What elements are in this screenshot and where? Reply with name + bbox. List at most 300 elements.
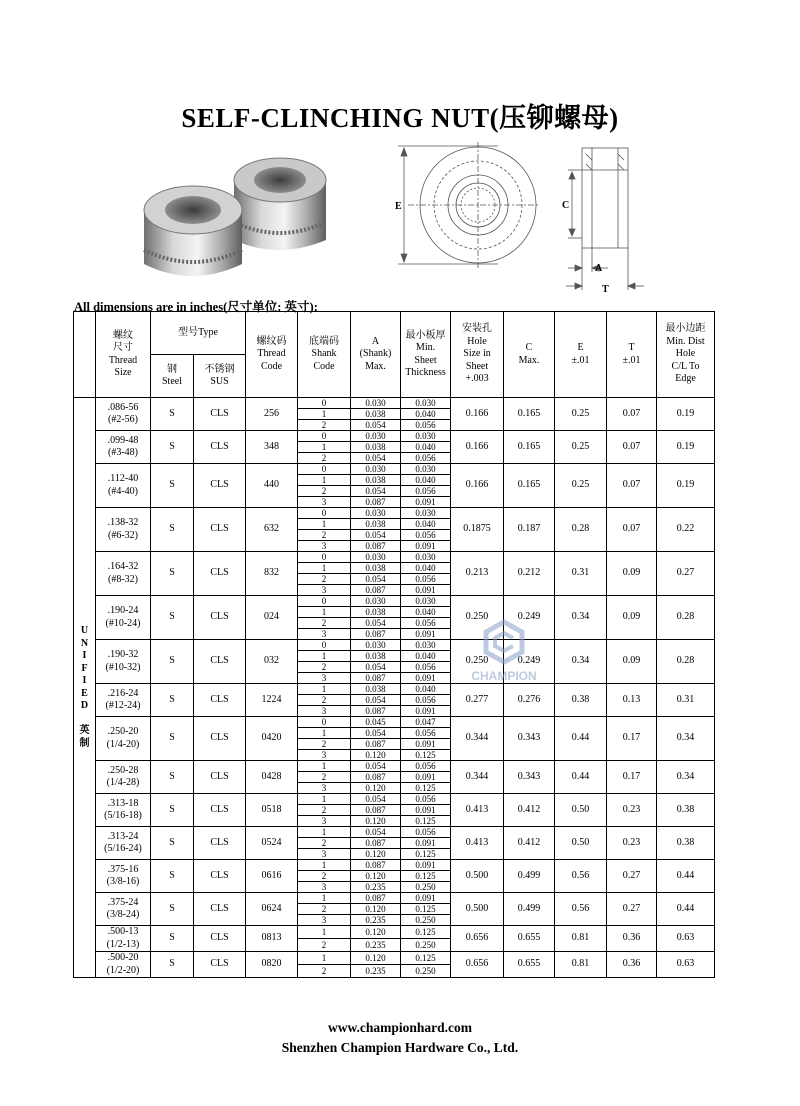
thread-size-cell: .500-20 (1/2-20)	[96, 952, 151, 978]
min-sheet-cell: 0.040	[401, 563, 451, 574]
steel-type-cell: S	[151, 640, 194, 684]
min-sheet-cell: 0.091	[401, 541, 451, 552]
a-shank-header: A (Shank) Max.	[351, 312, 401, 398]
front-view-drawing	[388, 140, 540, 270]
product-photo	[138, 140, 346, 290]
min-sheet-cell: 0.030	[401, 508, 451, 519]
thread-code-cell: 0624	[246, 893, 298, 926]
a-shank-cell: 0.087	[351, 739, 401, 750]
shank-code-cell: 2	[298, 871, 351, 882]
steel-type-cell: S	[151, 596, 194, 640]
min-sheet-cell: 0.056	[401, 486, 451, 497]
min-dist-cell: 0.38	[657, 827, 715, 860]
a-shank-cell: 0.120	[351, 816, 401, 827]
c-max-header: C Max.	[504, 312, 555, 398]
shank-code-cell: 3	[298, 783, 351, 794]
thread-code-cell: 0616	[246, 860, 298, 893]
sus-header: 不锈钢 SUS	[194, 355, 246, 398]
thread-size-header: 螺纹 尺寸 Thread Size	[96, 312, 151, 398]
shank-code-cell: 0	[298, 508, 351, 519]
sus-type-cell: CLS	[194, 860, 246, 893]
a-shank-cell: 0.038	[351, 475, 401, 486]
min-sheet-cell: 0.091	[401, 772, 451, 783]
e-cell: 0.25	[555, 464, 607, 508]
min-dist-cell: 0.19	[657, 431, 715, 464]
hole-size-cell: 0.500	[451, 893, 504, 926]
type-header: 型号Type	[151, 312, 246, 355]
min-sheet-cell: 0.125	[401, 904, 451, 915]
c-max-cell: 0.343	[504, 717, 555, 761]
a-shank-cell: 0.038	[351, 519, 401, 530]
min-sheet-cell: 0.030	[401, 464, 451, 475]
thread-code-cell: 256	[246, 398, 298, 431]
table-row	[74, 431, 715, 442]
sus-type-cell: CLS	[194, 398, 246, 431]
a-shank-cell: 0.087	[351, 893, 401, 904]
e-cell: 0.81	[555, 926, 607, 952]
thread-code-cell: 0420	[246, 717, 298, 761]
min-dist-cell: 0.31	[657, 684, 715, 717]
shank-code-cell: 1	[298, 651, 351, 662]
thread-code-cell: 032	[246, 640, 298, 684]
thread-size-cell: .313-18 (5/16-18)	[96, 794, 151, 827]
a-shank-cell: 0.120	[351, 849, 401, 860]
a-shank-cell: 0.087	[351, 673, 401, 684]
min-sheet-cell: 0.091	[401, 860, 451, 871]
hole-size-cell: 0.166	[451, 398, 504, 431]
c-max-cell: 0.249	[504, 596, 555, 640]
t-cell: 0.23	[607, 827, 657, 860]
thread-size-cell: .313-24 (5/16-24)	[96, 827, 151, 860]
table-row	[74, 952, 715, 965]
a-shank-cell: 0.054	[351, 761, 401, 772]
shank-code-cell: 1	[298, 563, 351, 574]
min-dist-cell: 0.34	[657, 761, 715, 794]
e-cell: 0.50	[555, 794, 607, 827]
steel-type-cell: S	[151, 508, 194, 552]
footer-website: www.championhard.com	[327, 1020, 472, 1035]
shank-code-cell: 3	[298, 849, 351, 860]
shank-code-cell: 3	[298, 915, 351, 926]
a-shank-cell: 0.087	[351, 838, 401, 849]
a-shank-cell: 0.054	[351, 662, 401, 673]
table-row	[74, 827, 715, 838]
unified-side-label: U N I F I E D 英 制	[74, 398, 96, 978]
t-cell: 0.09	[607, 596, 657, 640]
spec-table-body	[74, 398, 715, 978]
thread-code-cell: 0428	[246, 761, 298, 794]
min-dist-cell: 0.44	[657, 893, 715, 926]
sus-type-cell: CLS	[194, 827, 246, 860]
table-row	[74, 794, 715, 805]
a-shank-cell: 0.030	[351, 431, 401, 442]
t-cell: 0.13	[607, 684, 657, 717]
a-shank-cell: 0.054	[351, 695, 401, 706]
a-shank-cell: 0.038	[351, 442, 401, 453]
c-max-cell: 0.165	[504, 431, 555, 464]
sus-type-cell: CLS	[194, 640, 246, 684]
min-sheet-cell: 0.125	[401, 816, 451, 827]
steel-type-cell: S	[151, 684, 194, 717]
a-shank-cell: 0.054	[351, 574, 401, 585]
min-sheet-cell: 0.030	[401, 596, 451, 607]
shank-code-cell: 2	[298, 486, 351, 497]
champion-watermark-logo	[452, 618, 556, 684]
table-row	[74, 596, 715, 607]
e-cell: 0.56	[555, 893, 607, 926]
min-dist-cell: 0.63	[657, 952, 715, 978]
shank-code-cell: 3	[298, 816, 351, 827]
t-cell: 0.09	[607, 640, 657, 684]
table-row	[74, 552, 715, 563]
watermark-text: CHAMPION	[471, 669, 537, 683]
a-shank-cell: 0.038	[351, 409, 401, 420]
shank-code-cell: 0	[298, 398, 351, 409]
a-shank-cell: 0.030	[351, 464, 401, 475]
thread-size-cell: .250-28 (1/4-28)	[96, 761, 151, 794]
min-sheet-cell: 0.250	[401, 915, 451, 926]
a-shank-cell: 0.120	[351, 871, 401, 882]
min-dist-cell: 0.28	[657, 640, 715, 684]
shank-code-cell: 1	[298, 952, 351, 965]
sus-type-cell: CLS	[194, 431, 246, 464]
min-sheet-cell: 0.091	[401, 739, 451, 750]
sus-type-cell: CLS	[194, 893, 246, 926]
thread-size-cell: .250-20 (1/4-20)	[96, 717, 151, 761]
hole-size-cell: 0.413	[451, 827, 504, 860]
nut-front	[144, 186, 242, 276]
shank-code-cell: 2	[298, 574, 351, 585]
a-shank-cell: 0.030	[351, 398, 401, 409]
min-sheet-cell: 0.040	[401, 442, 451, 453]
min-dist-header: 最小边距 Min. Dist Hole C/L To Edge	[657, 312, 715, 398]
dimension-label-c: C	[562, 200, 570, 211]
a-shank-cell: 0.087	[351, 772, 401, 783]
t-cell: 0.23	[607, 794, 657, 827]
shank-code-cell: 1	[298, 475, 351, 486]
sus-type-cell: CLS	[194, 596, 246, 640]
table-row	[74, 508, 715, 519]
a-shank-cell: 0.087	[351, 629, 401, 640]
shank-code-cell: 3	[298, 497, 351, 508]
hole-size-cell: 0.1875	[451, 508, 504, 552]
min-sheet-cell: 0.056	[401, 794, 451, 805]
min-sheet-cell: 0.125	[401, 926, 451, 939]
sus-type-cell: CLS	[194, 926, 246, 952]
steel-type-cell: S	[151, 926, 194, 952]
table-row	[74, 640, 715, 651]
e-cell: 0.25	[555, 431, 607, 464]
dimension-label-t: T	[602, 284, 609, 295]
min-sheet-cell: 0.056	[401, 761, 451, 772]
c-max-cell: 0.165	[504, 398, 555, 431]
min-sheet-cell: 0.056	[401, 453, 451, 464]
shank-code-cell: 1	[298, 926, 351, 939]
a-shank-cell: 0.087	[351, 585, 401, 596]
shank-code-cell: 2	[298, 420, 351, 431]
page-title: SELF-CLINCHING NUT(压铆螺母)	[181, 103, 619, 133]
a-shank-cell: 0.038	[351, 563, 401, 574]
sus-type-cell: CLS	[194, 464, 246, 508]
min-sheet-cell: 0.056	[401, 827, 451, 838]
a-shank-cell: 0.030	[351, 640, 401, 651]
t-cell: 0.07	[607, 464, 657, 508]
min-dist-cell: 0.28	[657, 596, 715, 640]
e-cell: 0.44	[555, 761, 607, 794]
a-shank-cell: 0.030	[351, 552, 401, 563]
min-sheet-cell: 0.030	[401, 640, 451, 651]
table-row	[74, 398, 715, 409]
shank-code-cell: 0	[298, 431, 351, 442]
steel-type-cell: S	[151, 717, 194, 761]
e-header: E ±.01	[555, 312, 607, 398]
c-max-cell: 0.412	[504, 827, 555, 860]
a-shank-cell: 0.120	[351, 904, 401, 915]
t-cell: 0.17	[607, 717, 657, 761]
thread-size-cell: .099-48 (#3-48)	[96, 431, 151, 464]
shank-code-cell: 1	[298, 860, 351, 871]
table-row	[74, 684, 715, 695]
c-max-cell: 0.165	[504, 464, 555, 508]
a-shank-cell: 0.087	[351, 860, 401, 871]
a-shank-cell: 0.054	[351, 794, 401, 805]
table-row	[74, 860, 715, 871]
min-sheet-cell: 0.040	[401, 651, 451, 662]
min-sheet-cell: 0.125	[401, 750, 451, 761]
a-shank-cell: 0.030	[351, 596, 401, 607]
shank-code-header: 底端码 Shank Code	[298, 312, 351, 398]
a-shank-cell: 0.054	[351, 728, 401, 739]
t-cell: 0.27	[607, 860, 657, 893]
dimension-label-a: A	[595, 263, 603, 274]
min-sheet-cell: 0.091	[401, 706, 451, 717]
units-note: All dimensions are in inches(尺寸单位: 英寸):	[74, 300, 318, 314]
a-shank-cell: 0.235	[351, 965, 401, 978]
min-sheet-cell: 0.056	[401, 728, 451, 739]
shank-code-cell: 0	[298, 717, 351, 728]
shank-code-cell: 0	[298, 464, 351, 475]
min-sheet-cell: 0.040	[401, 475, 451, 486]
steel-type-cell: S	[151, 552, 194, 596]
min-dist-cell: 0.27	[657, 552, 715, 596]
min-dist-cell: 0.19	[657, 398, 715, 431]
min-sheet-cell: 0.056	[401, 530, 451, 541]
a-shank-cell: 0.087	[351, 706, 401, 717]
hole-size-cell: 0.656	[451, 926, 504, 952]
shank-code-cell: 3	[298, 673, 351, 684]
c-max-cell: 0.412	[504, 794, 555, 827]
min-sheet-cell: 0.091	[401, 497, 451, 508]
thread-code-cell: 0813	[246, 926, 298, 952]
c-max-cell: 0.212	[504, 552, 555, 596]
t-cell: 0.09	[607, 552, 657, 596]
shank-code-cell: 0	[298, 640, 351, 651]
min-sheet-cell: 0.040	[401, 409, 451, 420]
thread-code-cell: 0518	[246, 794, 298, 827]
steel-type-cell: S	[151, 794, 194, 827]
c-max-cell: 0.249	[504, 640, 555, 684]
min-sheet-cell: 0.250	[401, 965, 451, 978]
min-sheet-cell: 0.125	[401, 849, 451, 860]
shank-code-cell: 1	[298, 794, 351, 805]
min-dist-cell: 0.63	[657, 926, 715, 952]
e-cell: 0.34	[555, 640, 607, 684]
thread-size-cell: .216-24 (#12-24)	[96, 684, 151, 717]
thread-code-cell: 440	[246, 464, 298, 508]
a-shank-cell: 0.038	[351, 651, 401, 662]
shank-code-cell: 2	[298, 965, 351, 978]
shank-code-cell: 2	[298, 695, 351, 706]
thread-code-cell: 1224	[246, 684, 298, 717]
sus-type-cell: CLS	[194, 684, 246, 717]
steel-type-cell: S	[151, 952, 194, 978]
a-shank-cell: 0.038	[351, 684, 401, 695]
thread-code-cell: 832	[246, 552, 298, 596]
t-cell: 0.17	[607, 761, 657, 794]
min-sheet-cell: 0.091	[401, 629, 451, 640]
shank-code-cell: 1	[298, 607, 351, 618]
a-shank-cell: 0.054	[351, 827, 401, 838]
a-shank-cell: 0.054	[351, 420, 401, 431]
shank-code-cell: 1	[298, 684, 351, 695]
t-cell: 0.36	[607, 926, 657, 952]
a-shank-cell: 0.045	[351, 717, 401, 728]
hole-size-cell: 0.413	[451, 794, 504, 827]
steel-type-cell: S	[151, 398, 194, 431]
sus-type-cell: CLS	[194, 717, 246, 761]
thread-code-cell: 024	[246, 596, 298, 640]
steel-type-cell: S	[151, 464, 194, 508]
thread-size-cell: .190-24 (#10-24)	[96, 596, 151, 640]
shank-code-cell: 2	[298, 939, 351, 952]
e-cell: 0.56	[555, 860, 607, 893]
min-dist-cell: 0.38	[657, 794, 715, 827]
a-shank-cell: 0.120	[351, 750, 401, 761]
t-cell: 0.07	[607, 431, 657, 464]
shank-code-cell: 0	[298, 596, 351, 607]
side-view-drawing	[552, 140, 652, 300]
e-cell: 0.44	[555, 717, 607, 761]
hole-size-cell: 0.250	[451, 640, 504, 684]
min-dist-cell: 0.34	[657, 717, 715, 761]
hole-size-cell: 0.166	[451, 431, 504, 464]
hole-size-cell: 0.213	[451, 552, 504, 596]
min-sheet-cell: 0.030	[401, 398, 451, 409]
shank-code-cell: 3	[298, 629, 351, 640]
min-sheet-cell: 0.091	[401, 838, 451, 849]
shank-code-cell: 0	[298, 552, 351, 563]
t-cell: 0.27	[607, 893, 657, 926]
a-shank-cell: 0.235	[351, 882, 401, 893]
t-cell: 0.07	[607, 398, 657, 431]
c-max-cell: 0.343	[504, 761, 555, 794]
t-cell: 0.07	[607, 508, 657, 552]
a-shank-cell: 0.087	[351, 497, 401, 508]
spec-table	[73, 311, 715, 978]
shank-code-cell: 2	[298, 618, 351, 629]
c-max-cell: 0.276	[504, 684, 555, 717]
min-sheet-cell: 0.091	[401, 893, 451, 904]
steel-type-cell: S	[151, 893, 194, 926]
c-max-cell: 0.187	[504, 508, 555, 552]
shank-code-cell: 2	[298, 838, 351, 849]
table-row	[74, 926, 715, 939]
shank-code-cell: 3	[298, 541, 351, 552]
e-cell: 0.81	[555, 952, 607, 978]
min-sheet-cell: 0.030	[401, 552, 451, 563]
thread-size-cell: .086-56 (#2-56)	[96, 398, 151, 431]
shank-code-cell: 2	[298, 739, 351, 750]
thread-size-cell: .375-24 (3/8-24)	[96, 893, 151, 926]
min-sheet-cell: 0.091	[401, 585, 451, 596]
a-shank-cell: 0.235	[351, 939, 401, 952]
dimension-label-e: E	[395, 201, 402, 212]
shank-code-cell: 2	[298, 453, 351, 464]
min-sheet-cell: 0.091	[401, 673, 451, 684]
hole-size-cell: 0.344	[451, 717, 504, 761]
nut-back	[234, 158, 326, 250]
shank-code-cell: 3	[298, 706, 351, 717]
e-cell: 0.31	[555, 552, 607, 596]
min-sheet-cell: 0.091	[401, 805, 451, 816]
thread-code-cell: 632	[246, 508, 298, 552]
e-cell: 0.34	[555, 596, 607, 640]
min-sheet-cell: 0.030	[401, 431, 451, 442]
min-sheet-cell: 0.040	[401, 684, 451, 695]
shank-code-cell: 2	[298, 904, 351, 915]
min-dist-cell: 0.19	[657, 464, 715, 508]
steel-type-cell: S	[151, 431, 194, 464]
min-sheet-cell: 0.056	[401, 662, 451, 673]
c-max-cell: 0.499	[504, 893, 555, 926]
t-cell: 0.36	[607, 952, 657, 978]
shank-code-cell: 3	[298, 750, 351, 761]
a-shank-cell: 0.054	[351, 618, 401, 629]
shank-code-cell: 2	[298, 805, 351, 816]
a-shank-cell: 0.235	[351, 915, 401, 926]
min-sheet-cell: 0.250	[401, 882, 451, 893]
thread-size-cell: .112-40 (#4-40)	[96, 464, 151, 508]
sus-type-cell: CLS	[194, 552, 246, 596]
hole-size-cell: 0.344	[451, 761, 504, 794]
min-sheet-cell: 0.125	[401, 783, 451, 794]
thread-size-cell: .500-13 (1/2-13)	[96, 926, 151, 952]
a-shank-cell: 0.120	[351, 952, 401, 965]
steel-type-cell: S	[151, 761, 194, 794]
a-shank-cell: 0.054	[351, 486, 401, 497]
min-dist-cell: 0.22	[657, 508, 715, 552]
a-shank-cell: 0.087	[351, 805, 401, 816]
sus-type-cell: CLS	[194, 794, 246, 827]
shank-code-cell: 1	[298, 442, 351, 453]
steel-type-cell: S	[151, 860, 194, 893]
hole-size-cell: 0.656	[451, 952, 504, 978]
footer-company: Shenzhen Champion Hardware Co., Ltd.	[281, 1040, 519, 1055]
steel-header: 钢 Steel	[151, 355, 194, 398]
table-row	[74, 893, 715, 904]
sus-type-cell: CLS	[194, 952, 246, 978]
min-sheet-cell: 0.056	[401, 420, 451, 431]
a-shank-cell: 0.120	[351, 926, 401, 939]
shank-code-cell: 1	[298, 893, 351, 904]
a-shank-cell: 0.038	[351, 607, 401, 618]
shank-code-cell: 1	[298, 728, 351, 739]
shank-code-cell: 1	[298, 409, 351, 420]
thread-code-cell: 0524	[246, 827, 298, 860]
shank-code-cell: 1	[298, 761, 351, 772]
shank-code-cell: 1	[298, 519, 351, 530]
t-header: T ±.01	[607, 312, 657, 398]
